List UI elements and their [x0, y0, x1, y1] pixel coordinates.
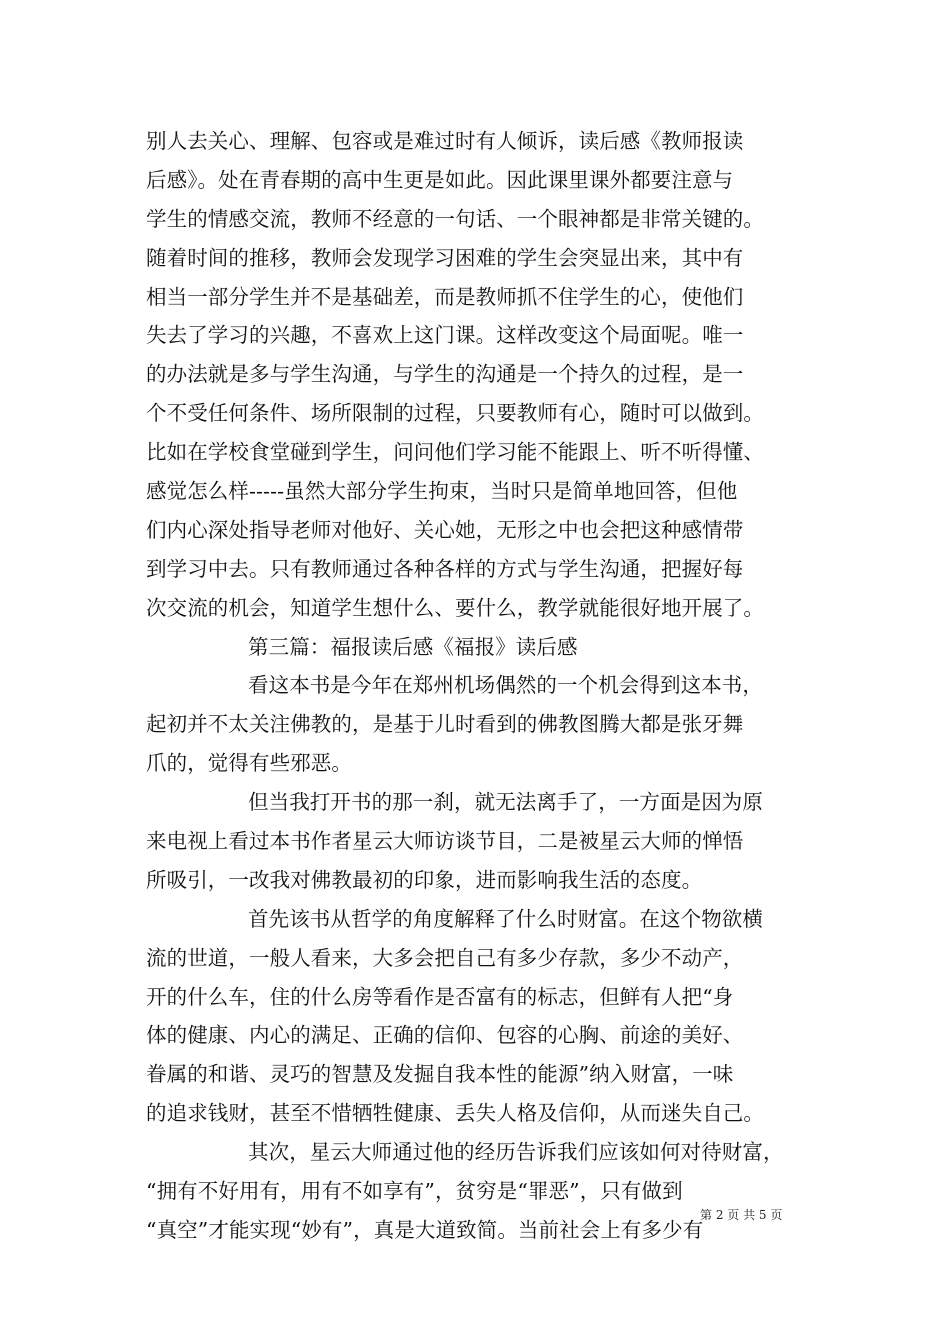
- text-line: 失去了学习的兴趣，不喜欢上这门课。这样改变这个局面呢。唯一: [146, 323, 744, 348]
- text-line: 们内心深处指导老师对他好、关心她，无形之中也会把这种感情带: [146, 517, 744, 542]
- text-line: 别人去关心、理解、包容或是难过时有人倾诉，读后感《教师报读: [146, 129, 744, 153]
- text-line: 次交流的机会，知道学生想什么、要什么，教学就能很好地开展了。: [146, 595, 764, 620]
- section-heading: 第三篇：福报读后感《福报》读后感: [248, 634, 578, 659]
- text-line: 但当我打开书的那一刹，就无法离手了，一方面是因为原: [248, 790, 763, 815]
- text-line: 其次，星云大师通过他的经历告诉我们应该如何对待财富，: [248, 1140, 784, 1165]
- text-line: 随着时间的推移，教师会发现学习困难的学生会突显出来，其中有: [146, 245, 744, 270]
- text-line: 相当一部分学生并不是基础差，而是教师抓不住学生的心，使他们: [146, 284, 744, 309]
- text-line: 流的世道，一般人看来，大多会把自己有多少存款，多少不动产，: [146, 945, 744, 970]
- text-line: “真空”才能实现“妙有”，真是大道致简。当前社会上有多少有: [146, 1217, 704, 1242]
- text-line: “拥有不好用有，用有不如享有”，贫穷是“罪恶”，只有做到: [146, 1179, 683, 1204]
- text-line: 所吸引，一改我对佛教最初的印象，进而影响我生活的态度。: [146, 867, 703, 892]
- text-line: 看这本书是今年在郑州机场偶然的一个机会得到这本书，: [248, 673, 763, 698]
- text-line: 体的健康、内心的满足、正确的信仰、包容的心胸、前途的美好、: [146, 1023, 744, 1048]
- text-line: 起初并不太关注佛教的，是基于儿时看到的佛教图腾大都是张牙舞: [146, 712, 744, 737]
- body-text: [146, 122, 826, 1250]
- text-line: 学生的情感交流，教师不经意的一句话、一个眼神都是非常关键的。: [146, 206, 764, 231]
- text-line: 来电视上看过本书作者星云大师访谈节目，二是被星云大师的惮悟: [146, 829, 744, 854]
- text-line: 的追求钱财，甚至不惜牺牲健康、丢失人格及信仰，从而迷失自己。: [146, 1101, 764, 1126]
- text-line: 眷属的和谐、灵巧的智慧及发掘自我本性的能源”纳入财富，一味: [146, 1062, 734, 1087]
- text-line: 比如在学校食堂碰到学生，问问他们学习能不能跟上、听不听得懂、: [146, 440, 764, 465]
- text-line: 首先该书从哲学的角度解释了什么时财富。在这个物欲横: [248, 906, 763, 931]
- page-number: 第 2 页 共 5 页: [700, 1208, 783, 1222]
- text-line: 到学习中去。只有教师通过各种各样的方式与学生沟通，把握好每: [146, 556, 744, 581]
- text-line: 的办法就是多与学生沟通，与学生的沟通是一个持久的过程，是一: [146, 362, 744, 387]
- text-line: 爪的，觉得有些邪恶。: [146, 751, 352, 776]
- text-line: 个不受任何条件、场所限制的过程，只要教师有心，随时可以做到。: [146, 401, 764, 426]
- text-line: 感觉怎么样-----虽然大部分学生拘束，当时只是简单地回答，但他: [146, 479, 738, 504]
- text-line: 开的什么车，住的什么房等看作是否富有的标志，但鲜有人把“身: [146, 984, 734, 1009]
- text-line: 后感》。处在青春期的高中生更是如此。因此课里课外都要注意与: [146, 167, 734, 192]
